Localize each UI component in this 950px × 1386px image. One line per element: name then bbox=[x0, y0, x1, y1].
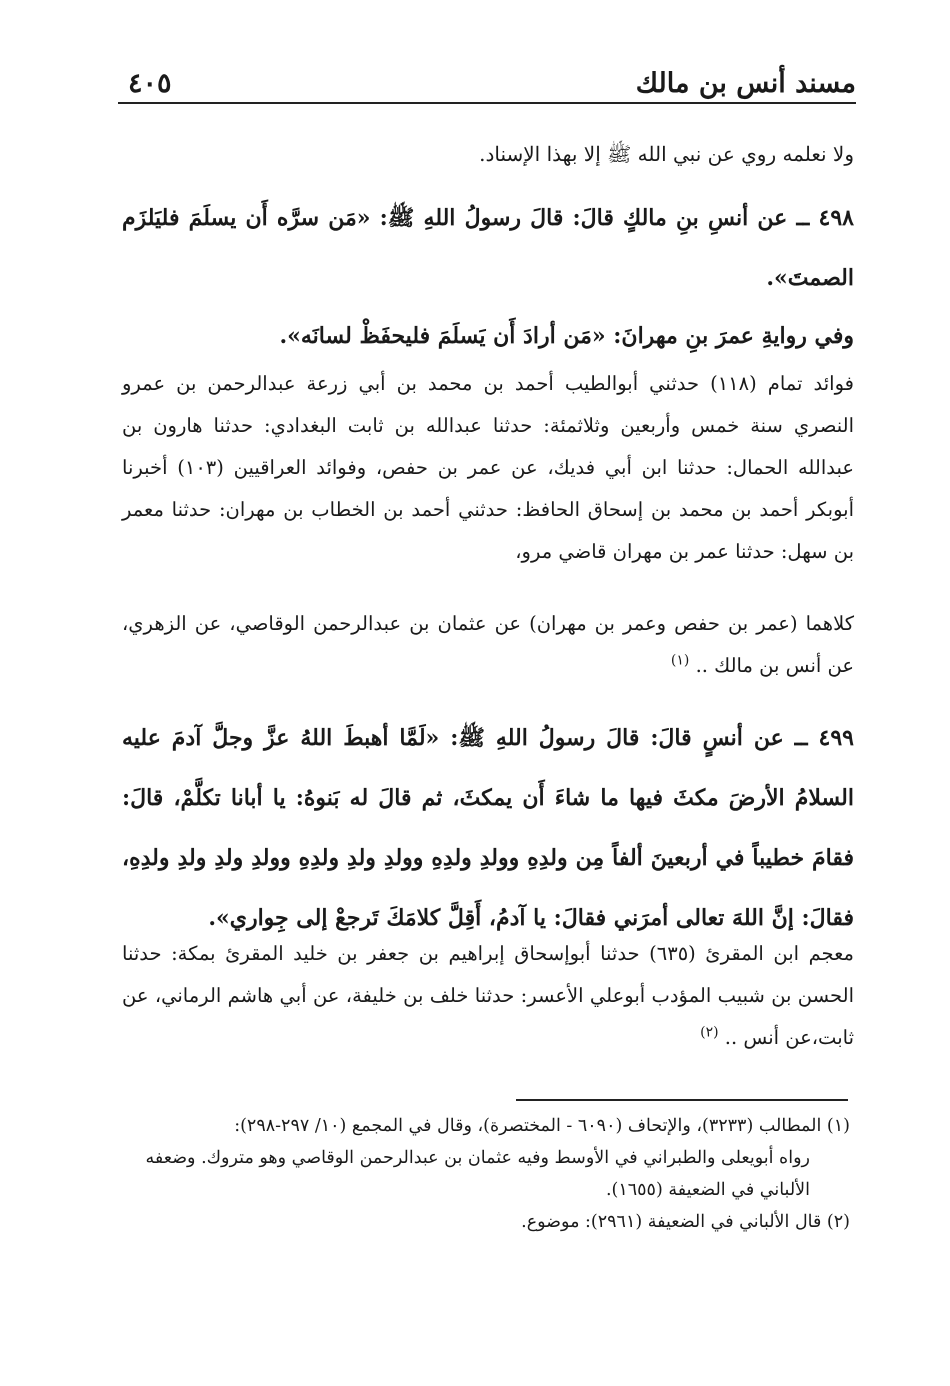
hadith-499-source bbox=[122, 933, 854, 1059]
intro-line: ولا نعلمه روي عن نبي الله ﷺ إلا بهذا الإسناد. bbox=[479, 142, 854, 166]
footnotes bbox=[122, 1110, 850, 1238]
source-text: معجم ابن المقرئ (٦٣٥) حدثنا أبوإسحاق إبراهيم بن جعفر بن خليد المقرئ بمكة: حدثنا الحسن بن شبيب المؤدب أبوعلي الأعسر: حدثنا خلف بن خليفة، عن أبي هاشم الرماني، عن ثابت،عن أنس .. bbox=[122, 942, 854, 1049]
running-title: مسند أنس بن مالك bbox=[635, 68, 856, 99]
hadith-499: ٤٩٩ ــ عن أنسٍ قالَ: قالَ رسولُ اللهِ ﷺ: «لَمَّا أهبطَ اللهُ عزَّ وجلَّ آدمَ عليه السلامُ الأرضَ مكثَ فيها ما شاءَ أَن يمكثَ، ثم قالَ له بَنوهُ: يا أبانا تكلَّمْ، قالَ: فقامَ خطيباً في أربعينَ ألفاً مِن ولدِهِ وولدِ ولدِهِ وولدِ ولدِ ولدِهِ وولدِ ولدِ ولدِ ولدِهِ، فقالَ: إنَّ اللهَ تعالى أمرَني فقالَ: يا آدمُ، أَقِلَّ كلامَكَ تَرجعْ إلى جِواري». bbox=[122, 725, 854, 931]
page-number: ٤٠٥ bbox=[128, 68, 172, 99]
footnote-separator bbox=[516, 1099, 848, 1101]
hadith-498-conclusion bbox=[122, 603, 854, 687]
hadith-498-variant: وفي روايةِ عمرَ بنِ مهرانَ: «مَن أرادَ أَن يَسلَمَ فليحفَظْ لسانَه». bbox=[279, 323, 854, 349]
page-header bbox=[118, 62, 856, 102]
footnote-mark-2[interactable]: (٢) bbox=[700, 1024, 719, 1041]
footnote-2: (٢) قال الألباني في الضعيفة (٢٩٦١): موضوع. bbox=[521, 1212, 850, 1232]
footnote-1-rest: رواه أبويعلى والطبراني في الأوسط وفيه عثمان بن عبدالرحمن الوقاصي وهو متروك. وضعفه الألباني في الضعيفة (١٦٥٥). bbox=[145, 1148, 810, 1200]
header-rule bbox=[118, 102, 856, 104]
footnote-1-first: (١) المطالب (٣٢٣٣)، والإتحاف (٦٠٩٠ - المختصرة)، وقال في المجمع (١٠/ ٢٩٧-٢٩٨): bbox=[234, 1116, 850, 1136]
hadith-498: ٤٩٨ ــ عن أنسِ بنِ مالكٍ قالَ: قالَ رسولُ اللهِ ﷺ: «مَن سرَّه أَن يسلَمَ فليَلزَم الصمتَ». bbox=[122, 205, 854, 291]
hadith-498-source: فوائد تمام (١١٨) حدثني أبوالطيب أحمد بن محمد بن أبي زرعة عبدالرحمن بن عمرو النصري سنة خمس وأربعين وثلاثمئة: حدثنا عبدالله بن ثابت البغدادي: حدثنا هارون بن عبدالله الحمال: حدثنا ابن أبي فديك، عن عمر بن حفص، وفوائد العراقيين (١٠٣) أخبرنا أبوبكر أحمد بن محمد بن إسحاق الحافظ: حدثني أحمد بن الخطاب بن مهران: حدثنا معمر بن سهل: حدثنا عمر بن مهران قاضي مرو، bbox=[122, 372, 855, 563]
footnote-mark-1[interactable]: (١) bbox=[670, 652, 690, 669]
conclusion-text: كلاهما (عمر بن حفص وعمر بن مهران) عن عثمان بن عبدالرحمن الوقاصي، عن الزهري، عن أنس بن مالك .. bbox=[122, 612, 854, 677]
